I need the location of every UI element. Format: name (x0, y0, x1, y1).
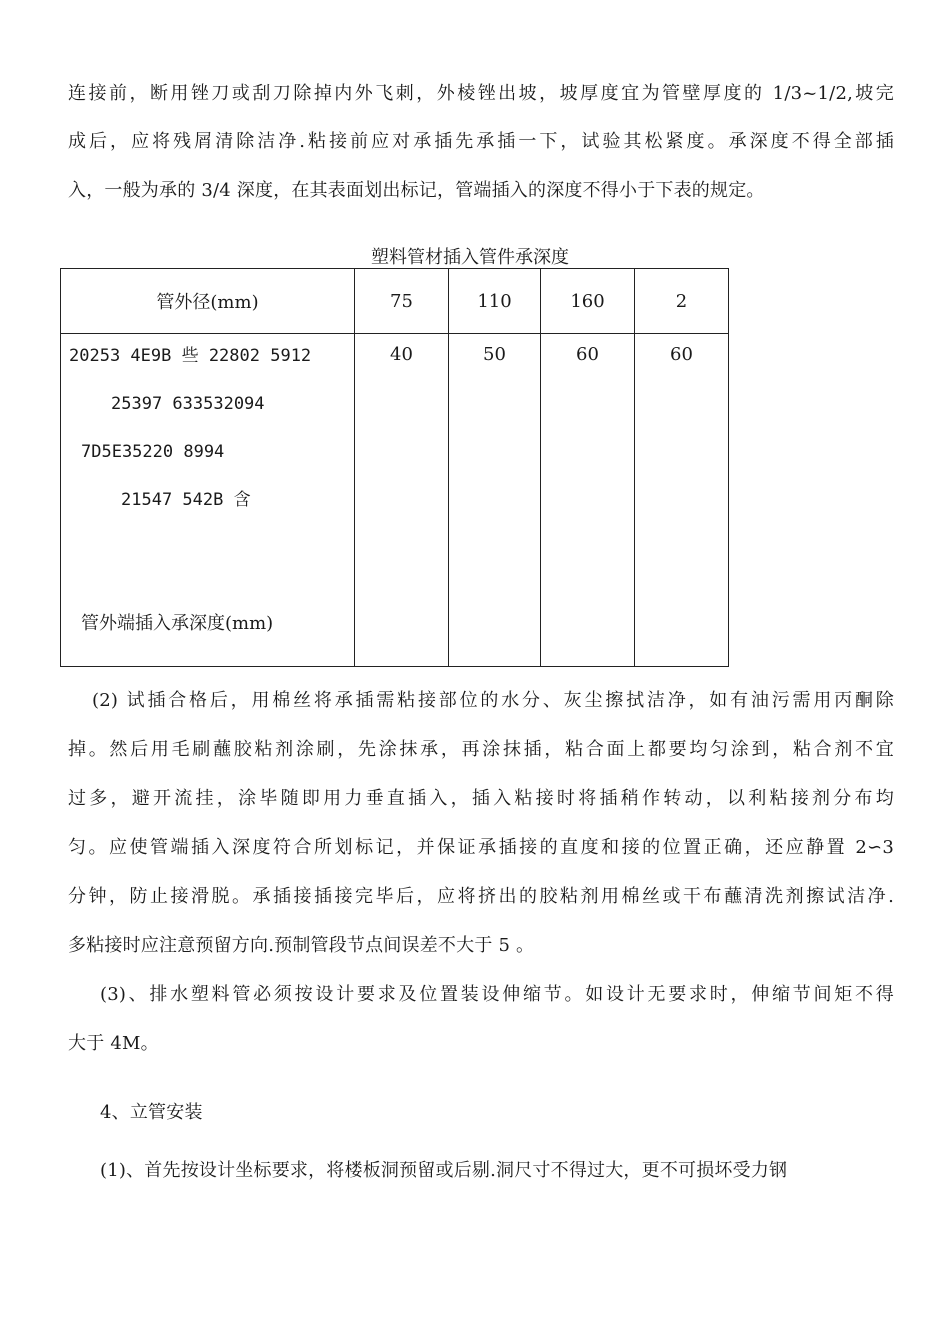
header-label: 管外径(mm) (156, 292, 259, 313)
row-label: 管外端插入承深度(mm) (81, 613, 274, 634)
garbled-line-1: 20253 4E9B 些 22802 5912 (69, 346, 312, 366)
row-label-cell (61, 334, 355, 667)
paragraph-top-line-1: 连接前，断用锉刀或刮刀除掉内外飞刺，外棱锉出坡，坡厚度宜为管壁厚度的 1/3~1/2,坡完 (68, 83, 894, 104)
header-value-cell (355, 269, 449, 334)
row-value-cell (635, 334, 729, 667)
paragraph-top-line-3: 入，一般为承的 3/4 深度，在其表面划出标记，管端插入的深度不得小于下表的规定。 (68, 180, 765, 201)
paragraph-2-line-3: 过多，避开流挂，涂毕随即用力垂直插入，插入粘接时将插稍作转动，以利粘接剂分布均 (68, 788, 894, 809)
row-value-2: 60 (670, 344, 693, 365)
header-label-cell (61, 269, 355, 334)
header-value-cell (541, 269, 635, 334)
table-data-row (61, 334, 729, 667)
row-value-cell (541, 334, 635, 667)
paragraph-2-line-4: 匀。应使管端插入深度符合所划标记，并保证承插接的直度和接的位置正确，还应静置 2∽3 (68, 837, 894, 858)
section-4-line-1: (1)、首先按设计坐标要求，将楼板洞预留或后剔.洞尺寸不得过大，更不可损坏受力钢 (100, 1160, 788, 1181)
row-value-160: 60 (576, 344, 599, 365)
paragraph-top-line-2: 成后，应将残屑清除洁净.粘接前应对承插先承插一下，试验其松紧度。承深度不得全部插 (68, 131, 894, 152)
paragraph-2-line-5: 分钟，防止接滑脱。承插接插接完毕后，应将挤出的胶粘剂用棉丝或干布蘸清洗剂擦试洁净. (68, 886, 894, 907)
insertion-depth-table (60, 268, 729, 667)
section-4-heading: 4、立管安装 (100, 1102, 203, 1123)
paragraph-2-line-1: (2) 试插合格后，用棉丝将承插需粘接部位的水分、灰尘擦拭洁净，如有油污需用丙酮除 (92, 690, 894, 711)
paragraph-2-line-6: 多粘接时应注意预留方向.预制管段节点间误差不大于 5 。 (68, 935, 535, 956)
header-value-cell (449, 269, 541, 334)
paragraph-3-line-1: (3)、排水塑料管必须按设计要求及位置装设伸缩节。如设计无要求时，伸缩节间矩不得 (100, 984, 894, 1005)
garbled-line-2: 25397 633532094 (111, 394, 265, 414)
table-caption: 塑料管材插入管件承深度 (371, 247, 569, 268)
garbled-line-4: 21547 542B 含 (121, 490, 251, 510)
header-value-75: 75 (390, 290, 413, 312)
garbled-line-3: 7D5E35220 8994 (81, 442, 225, 462)
header-value-cell (635, 269, 729, 334)
row-value-110: 50 (483, 344, 506, 365)
paragraph-3-line-2: 大于 4M。 (68, 1033, 159, 1054)
header-value-160: 160 (570, 290, 605, 312)
paragraph-2-line-2: 掉。然后用毛刷蘸胶粘剂涂刷，先涂抹承，再涂抹插，粘合面上都要均匀涂到，粘合剂不宜 (68, 739, 894, 760)
table-header-row (61, 269, 729, 334)
row-value-cell (355, 334, 449, 667)
row-value-75: 40 (390, 344, 413, 365)
header-value-2: 2 (675, 290, 688, 312)
header-value-110: 110 (477, 290, 512, 312)
row-value-cell (449, 334, 541, 667)
